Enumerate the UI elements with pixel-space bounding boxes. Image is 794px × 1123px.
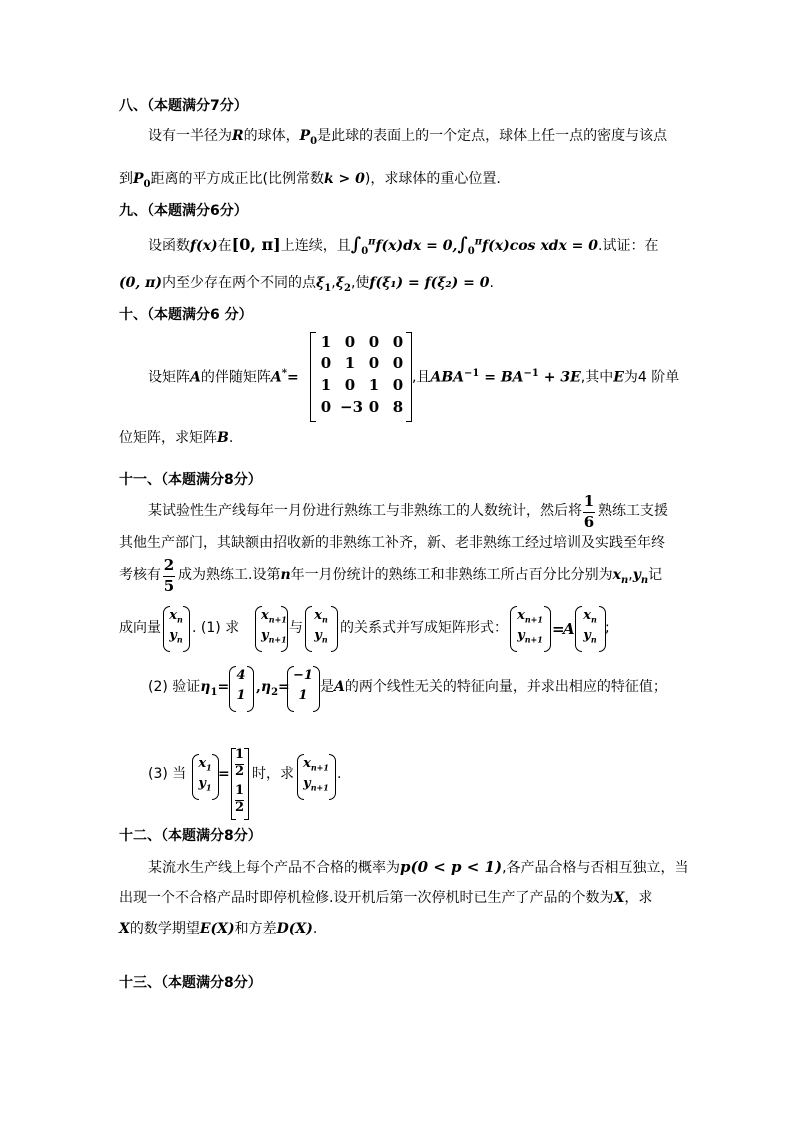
section-10-line-1a: 设矩阵A的伴随矩阵A*= — [148, 368, 299, 386]
section-11-q2-eta2: $,\eta_2=$ — [256, 679, 290, 698]
fraction-1-6-denominator: 6 — [583, 513, 595, 531]
matrix-cell: 0 — [392, 333, 404, 351]
fraction-2-5-numerator: 2 — [163, 556, 175, 574]
section-11-line-3a: 考核有 — [119, 567, 161, 583]
vector-xn-yn-2-top: $x_n$ — [314, 608, 328, 625]
section-9-heading: 九、（本题满分6分） — [119, 203, 248, 219]
matrix-cell: 0 — [320, 398, 332, 416]
vector-eta2-right-paren — [313, 666, 320, 712]
section-8-line-2: 到$P_0$距离的平方成正比(比例常数k > 0)，求球体的重心位置. — [119, 171, 501, 190]
vector-eta1-top: 4 — [236, 668, 246, 683]
section-11-q2b: 是A的两个线性无关的特征向量，并求出相应的特征值； — [320, 679, 667, 695]
section-11-line-2: 其他生产部门，其缺额由招收新的非熟练工补齐，新、老非熟练工经过培训及实践至年终 — [119, 535, 665, 551]
vector-matrix-lhs-top: $x_{n+1}$ — [517, 608, 543, 625]
vector-result-top: $x_{n+1}$ — [303, 756, 329, 773]
section-11-line-4d: 的关系式并写成矩阵形式： — [340, 620, 508, 636]
section-11-q3c: . — [337, 766, 342, 782]
section-11-line-3b: 成为熟练工.设第n年一月份统计的熟练工和非熟练工所占百分比分别为$x_n,y_n$记 — [178, 567, 663, 586]
half-1-den: 2 — [234, 764, 245, 779]
vector-result-right-paren — [329, 754, 336, 800]
vector-x1-y1-top: $x_1$ — [198, 756, 212, 773]
section-9-line-1: 设函数f(x)在[0, π]上连续，且$\int_0^\pi f(x)dx = 0,\int_0^\pi f(x)\cos$ xdx = 0.试证：在 — [148, 234, 659, 257]
vector-eta2-bottom: 1 — [298, 688, 308, 703]
fraction-2-5-denominator: 5 — [163, 577, 175, 595]
matrix-cell: 0 — [392, 376, 404, 394]
vector-matrix-lhs-right-paren — [544, 606, 551, 652]
vector-xn1-yn1-bottom: $y_{n+1}$ — [261, 628, 287, 645]
section-10-line-2: 位矩阵，求矩阵B. — [119, 430, 234, 446]
section-12-line-3: X的数学期望E(X)和方差D(X). — [119, 921, 318, 937]
section-11-line-4e: ; — [605, 620, 610, 636]
matrix-cell: 1 — [368, 376, 380, 394]
section-11-q3a: (3) 当 — [148, 766, 187, 782]
section-11-line-1b: 熟练工支援 — [598, 503, 668, 519]
vector-result-bottom: $y_{n+1}$ — [303, 776, 329, 793]
section-12-heading: 十二、（本题满分8分） — [119, 828, 262, 844]
section-12-line-2: 出现一个不合格产品时即停机检修.设开机后第一次停机时已生产了产品的个数为X，求 — [119, 890, 653, 906]
section-11-line-1: 某试验性生产线每年一月份进行熟练工与非熟练工的人数统计，然后将 — [148, 503, 582, 519]
matrix-cell: 0 — [368, 398, 380, 416]
matrix-cell: 0 — [344, 333, 356, 351]
matrix-cell: 0 — [320, 354, 332, 372]
half-1-num: 1 — [234, 747, 245, 762]
section-13-heading: 十三、（本题满分8分） — [119, 975, 262, 991]
matrix-cell: 0 — [368, 333, 380, 351]
matrix-cell: 0 — [344, 376, 356, 394]
vector-xn-yn-2-right-paren — [331, 606, 338, 652]
matrix-cell: 1 — [320, 333, 332, 351]
matrix-cell: 0 — [368, 354, 380, 372]
vector-xn-yn-2-bottom: $y_n$ — [314, 628, 328, 645]
vector-eta1-bottom: 1 — [236, 688, 246, 703]
vector-matrix-rhs-bottom: $y_n$ — [583, 628, 597, 645]
q3-equals: = — [218, 766, 230, 782]
vector-matrix-lhs-bottom: $y_{n+1}$ — [517, 628, 543, 645]
vector-eta1-right-paren — [247, 666, 254, 712]
section-11-line-4c: 与 — [289, 620, 303, 636]
matrix-A: A — [563, 620, 575, 638]
half-2-den: 2 — [234, 800, 245, 815]
vector-xn-yn-right-paren — [183, 606, 190, 652]
section-11-heading: 十一、（本题满分8分） — [119, 472, 262, 488]
section-10-heading: 十、（本题满分6 分） — [119, 307, 253, 323]
matrix-cell: 1 — [344, 354, 356, 372]
section-11-q2a: (2) 验证$\eta_1=$ — [148, 679, 230, 698]
matrix-cell: 0 — [392, 354, 404, 372]
half-2-num: 1 — [234, 783, 245, 798]
vector-xn-yn-top: $x_n$ — [169, 608, 183, 625]
section-10-line-1b: ,且$ABA^{-1} = BA^{-1} + 3E$,其中E为4 阶单 — [412, 368, 680, 386]
vector-x1-y1-bottom: $y_1$ — [198, 776, 212, 793]
vector-eta2-top: −1 — [293, 668, 313, 683]
section-12-line-1: 某流水生产线上每个产品不合格的概率为p(0 < p < 1),各产品合格与否相互独立，当 — [148, 858, 689, 876]
section-11-q3b: 时，求 — [252, 766, 294, 782]
vector-xn-yn-bottom: $y_n$ — [169, 628, 183, 645]
matrix-equals: = — [552, 620, 565, 638]
section-8-line-1: 设有一半径为R的球体，$P_0$是此球的表面上的一个定点，球体上任一点的密度与该点 — [148, 128, 668, 147]
fraction-1-6-numerator: 1 — [583, 492, 595, 510]
section-9-line-2: (0, π)内至少存在两个不同的点$\xi_1,\xi_2$,使f(ξ₁) = f(ξ₂) = 0. — [119, 275, 494, 294]
vector-matrix-rhs-top: $x_n$ — [583, 608, 597, 625]
vector-xn1-yn1-top: $x_{n+1}$ — [261, 608, 287, 625]
section-8-heading: 八、（本题满分7分） — [119, 98, 248, 114]
vector-xn1-yn1-right-paren — [281, 606, 288, 652]
matrix-cell: 1 — [320, 376, 332, 394]
section-11-line-4a: 成向量 — [119, 620, 161, 636]
matrix-cell: 8 — [392, 398, 404, 416]
section-11-line-4b: . (1) 求 — [192, 620, 240, 636]
matrix-cell: −3 — [340, 398, 364, 416]
